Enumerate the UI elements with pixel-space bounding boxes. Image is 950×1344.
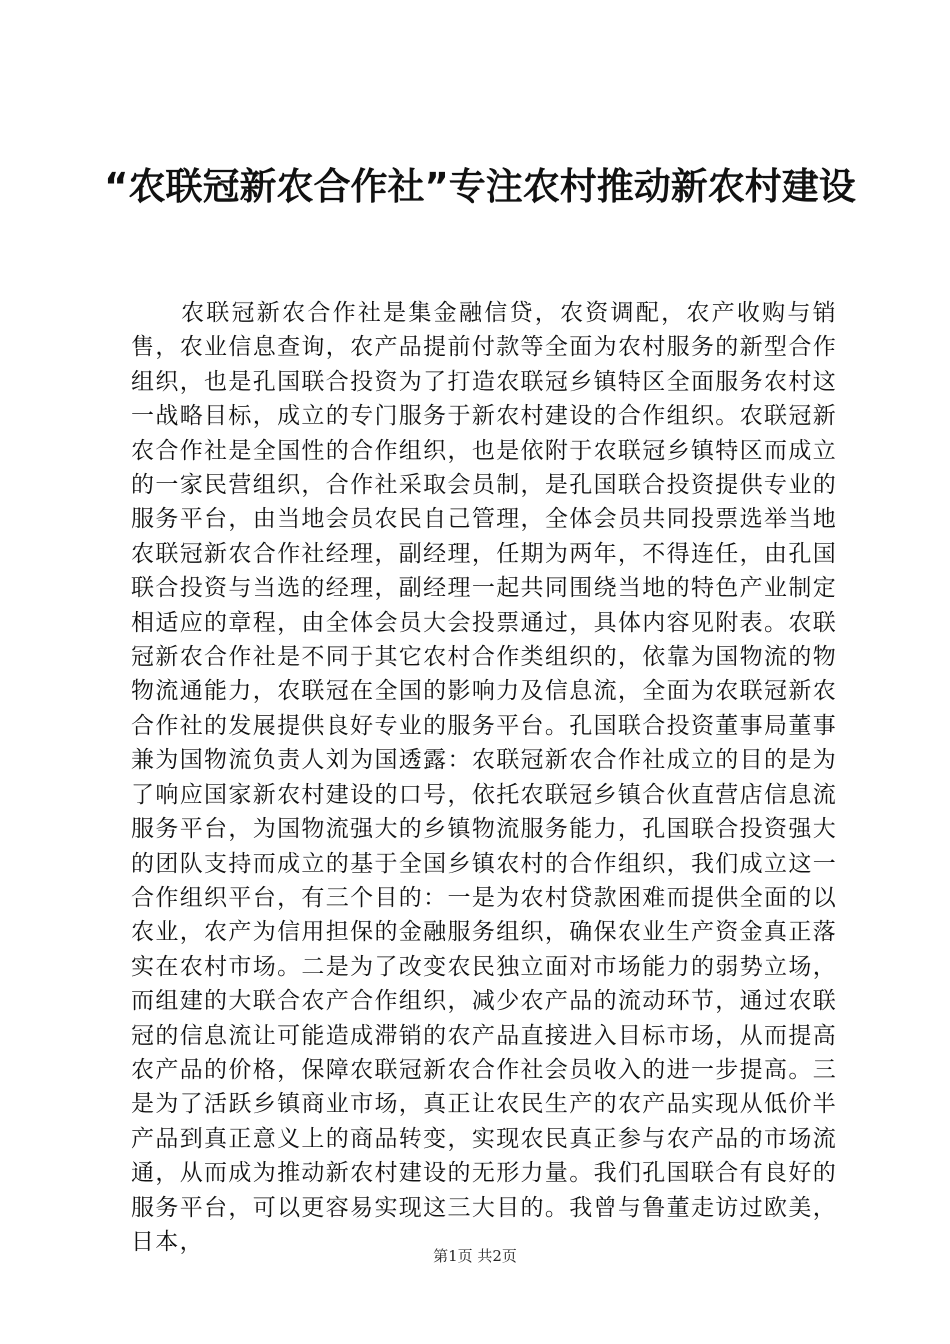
- page-number-footer: 第1页 共2页: [433, 1247, 517, 1265]
- document-title: “农联冠新农合作社”专注农村推动新农村建设: [104, 165, 856, 208]
- body-paragraph: 农联冠新农合作社是集金融信贷，农资调配，农产收购与销售，农业信息查询，农产品提前付款等全面为农村服务的新型合作组织，也是孔国联合投资为了打造农联冠乡镇特区全面服务农村这一战略目标，成立的专门服务于新农村建设的合作组织。农联冠新农合作社是全国性的合作组织，也是依附于农联冠乡镇特区而成立的一家民营组织，合作社采取会员制，是孔国联合投资提供专业的服务平台，由当地会员农民自己管理，全体会员共同投票选举当地农联冠新农合作社经理，副经理，任期为两年，不得连任，由孔国联合投资与当选的经理，副经理一起共同围绕当地的特色产业制定相适应的章程，由全体会员大会投票通过，具体内容见附表。农联冠新农合作社是不同于其它农村合作类组织的，依靠为国物流的物物流通能力，农联冠在全国的影响力及信息流，全面为农联冠新农合作社的发展提供良好专业的服务平台。孔国联合投资董事局董事兼为国物流负责人刘为国透露：农联冠新农合作社成立的目的是为了响应国家新农村建设的口号，依托农联冠乡镇合伙直营店信息流服务平台，为国物流强大的乡镇物流服务能力，孔国联合投资强大的团队支持而成立的基于全国乡镇农村的合作组织，我们成立这一合作组织平台，有三个目的：一是为农村贷款困难而提供全面的以农业，农产为信用担保的金融服务组织，确保农业生产资金真正落实在农村市场。二是为了改变农民独立面对市场能力的弱势立场，而组建的大联合农产合作组织，减少农产品的流动环节，通过农联冠的信息流让可能造成滞销的农产品直接进入目标市场，从而提高农产品的价格，保障农联冠新农合作社会员收入的进一步提高。三是为了活跃乡镇商业市场，真正让农民生产的农产品实现从低价半产品到真正意义上的商品转变，实现农民真正参与农产品的市场流通，从而成为推动新农村建设的无形力量。我们孔国联合有良好的服务平台，可以更容易实现这三大目的。我曾与鲁董走访过欧美，日本，: [131, 300, 837, 1255]
